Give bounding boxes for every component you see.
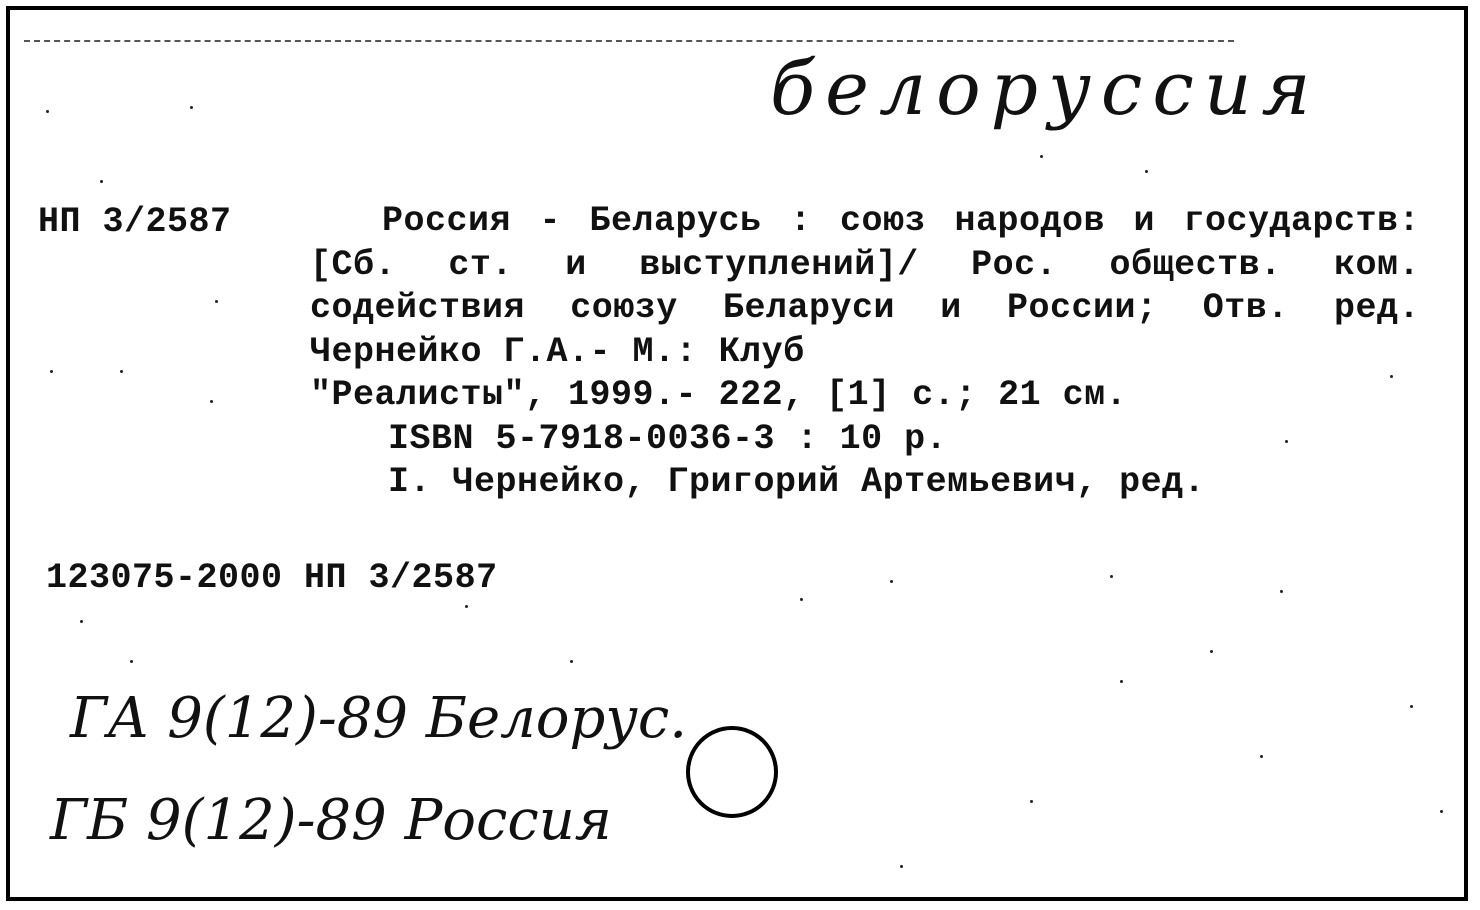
accession-line: 123075-2000 НП 3/2587: [46, 558, 498, 598]
catalog-card: [6, 6, 1468, 901]
title-statement: Россия - Беларусь : союз народов и государств: [Сб. ст. и выступлений]/ Рос. обществ. ком. содействия союзу Беларуси и России; Отв. ред. Чернейко Г.А.- М.: Клуб: [310, 201, 1420, 372]
circle-mark: [686, 726, 778, 818]
handwritten-subject-heading: белоруссия: [770, 46, 1321, 132]
call-number: НП 3/2587: [38, 202, 232, 242]
publication-details: "Реалисты", 1999.- 222, [1] с.; 21 см.: [310, 375, 1128, 415]
bibliographic-description: [310, 200, 1420, 505]
handwritten-classification-2: ГБ 9(12)-89 Россия: [50, 788, 612, 853]
isbn-line: ISBN 5-7918-0036-3 : 10 р.: [388, 418, 948, 459]
handwritten-classification-1: ГА 9(12)-89 Белорус.: [70, 686, 688, 751]
top-rule: [24, 40, 1234, 42]
added-entry: I. Чернейко, Григорий Артемьевич, ред.: [388, 462, 1206, 502]
